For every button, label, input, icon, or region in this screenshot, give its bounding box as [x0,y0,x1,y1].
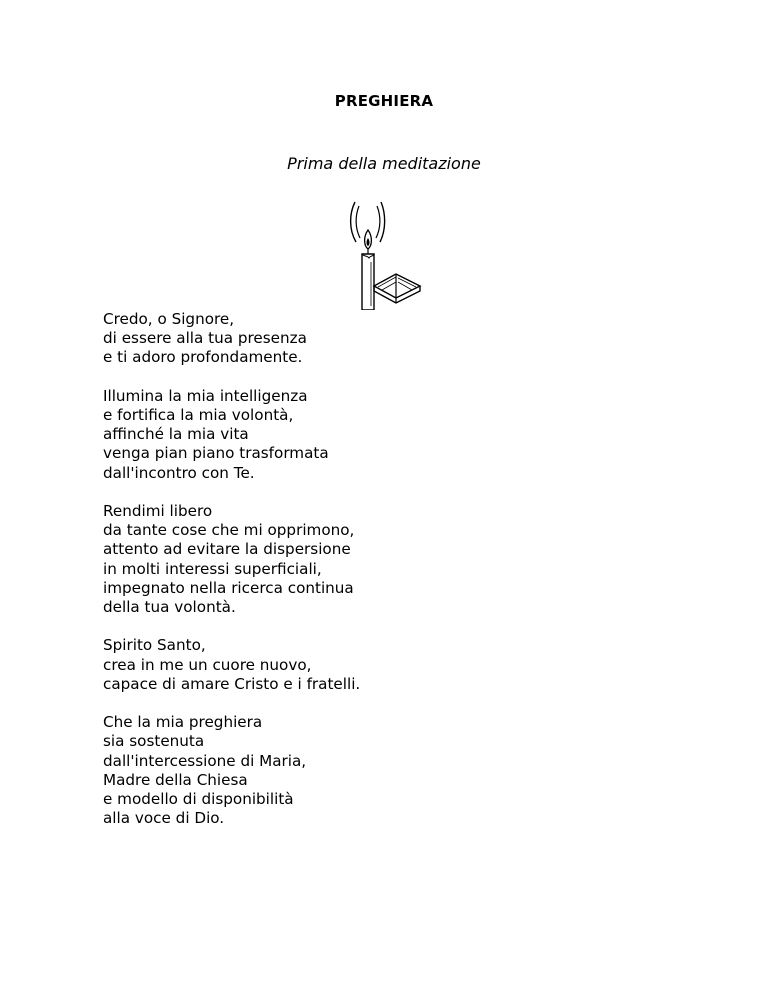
verse-line: e ti adoro profondamente. [103,348,303,367]
candle-and-book-icon [338,194,426,310]
verse-line: Spirito Santo, [103,636,206,655]
stanza [103,310,443,368]
stanza [103,502,443,617]
verse-line: affinché la mia vita [103,425,249,444]
verse-line: crea in me un cuore nuovo, [103,655,312,674]
verse-line: dall'incontro con Te. [103,463,255,482]
stanza [103,387,443,483]
verse-line: capace di amare Cristo e i fratelli. [103,674,361,693]
verse-line: Che la mia preghiera [103,713,263,732]
verse-line: Madre della Chiesa [103,770,248,789]
verse-line: venga pian piano trasformata [103,444,329,463]
verse-line: sia sostenuta [103,732,205,751]
page-title: PREGHIERA [334,92,434,110]
verse-line: impegnato nella ricerca continua [103,578,354,597]
verse-line: di essere alla tua presenza [103,329,307,348]
page-subtitle: Prima della meditazione [287,154,481,173]
prayer-text [103,310,443,848]
stanza [103,636,443,694]
verse-line: e fortifica la mia volontà, [103,406,294,424]
verse-line: della tua volontà. [103,598,236,617]
verse-line: dall'intercessione di Maria, [103,751,307,770]
verse-line: Illumina la mia intelligenza [103,386,308,405]
verse-line: attento ad evitare la dispersione [103,540,351,559]
verse-line: e modello di disponibilità [103,790,294,809]
stanza [103,713,443,828]
verse-line: Credo, o Signore, [103,310,235,328]
verse-line: da tante cose che mi opprimono, [103,521,355,540]
verse-line: alla voce di Dio. [103,809,225,828]
verse-line: in molti interessi superficiali, [103,559,322,578]
verse-line: Rendimi libero [103,502,213,520]
